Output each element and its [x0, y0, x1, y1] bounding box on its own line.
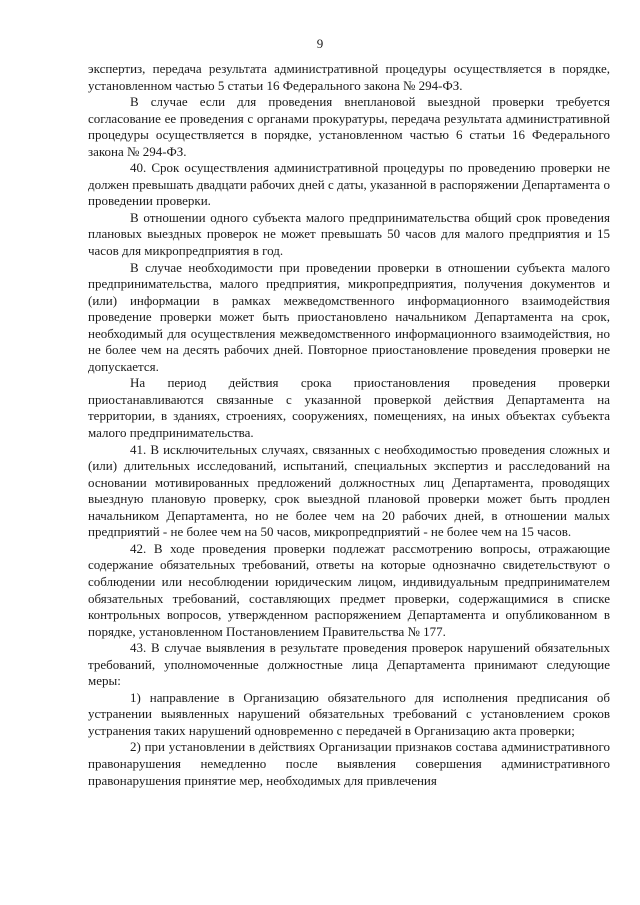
paragraph-suspension-period: На период действия срока приостановления проведения проверки приостанавливаются связанные с указанной проверкой действия Департамента на территории, в зданиях, строениях, сооружениях, помещениях, на иных объектах субъекта малого предпринимательства. — [88, 375, 610, 441]
paragraph-item-42: 42. В ходе проведения проверки подлежат рассмотрению вопросы, отражающие содержание обязательных требований, ответы на которые однозначно свидетельствуют о соблюдении или несоблюдении юридическим лицом, индивидуальным предпринимателем обязательных требований, составляющих предмет проверки, содержащимися в списке контрольных вопросов, утвержденном распоряжением Департамента и опубликованном в порядке, установленном Постановлением Правительства № 177. — [88, 540, 610, 639]
paragraph-measure-1: 1) направление в Организацию обязательного для исполнения предписания об устранении выявленных нарушений обязательных требований с установлением сроков устранения таких нарушений одновременно с передачей в Организацию акта проверки; — [88, 689, 610, 738]
paragraph-measure-2: 2) при установлении в действиях Организации признаков состава административного правонарушения немедленно после выявления совершения административного правонарушения принятие мер, необходимых для привлечения — [88, 739, 610, 788]
paragraph-suspension: В случае необходимости при проведении проверки в отношении субъекта малого предпринимательства, малого предприятия, микропредприятия, получения документов и (или) информации в рамках межведомственного информационного взаимодействия проведение проверки может быть приостановлено начальником Департамента на срок, необходимый для осуществления межведомственного информационного взаимодействия, но не более чем на десять рабочих дней. Повторное приостановление проведения проверки не допускается. — [88, 259, 610, 374]
paragraph-item-43: 43. В случае выявления в результате проведения проверок нарушений обязательных требований, уполномоченные должностные лица Департамента принимают следующие меры: — [88, 640, 610, 689]
paragraph-item-40: 40. Срок осуществления административной процедуры по проведению проверки не должен превышать двадцати рабочих дней с даты, указанной в распоряжении Департамента о проведении проверки. — [88, 160, 610, 209]
document-body — [88, 61, 610, 789]
paragraph-continuation: экспертиз, передача результата административной процедуры осуществляется в порядке, установленном частью 5 статьи 16 Федерального закона № 294-ФЗ. — [88, 61, 610, 93]
paragraph-item-41: 41. В исключительных случаях, связанных с необходимостью проведения сложных и (или) длительных исследований, испытаний, специальных экспертиз и расследований на основании мотивированных предложений должностных лиц Департамента, проводящих выездную плановую проверку, срок выездной плановой проверки может быть продлен начальником Департамента, но не более чем на 20 рабочих дней, в отношении малых предприятий - не более чем на 50 часов, микропредприятий - не более чем на 15 часов. — [88, 441, 610, 540]
paragraph-small-business-limit: В отношении одного субъекта малого предпринимательства общий срок проведения плановых выездных проверок не может превышать 50 часов для малого предприятия и 15 часов для микропредприятия в год. — [88, 209, 610, 259]
paragraph-prosecutor-approval: В случае если для проведения внеплановой выездной проверки требуется согласование ее проведения с органами прокуратуры, передача результата административной процедуры осуществляется в порядке, установленном частью 6 статьи 16 Федерального закона № 294-ФЗ. — [88, 94, 610, 159]
page-number: 9 — [316, 36, 324, 51]
